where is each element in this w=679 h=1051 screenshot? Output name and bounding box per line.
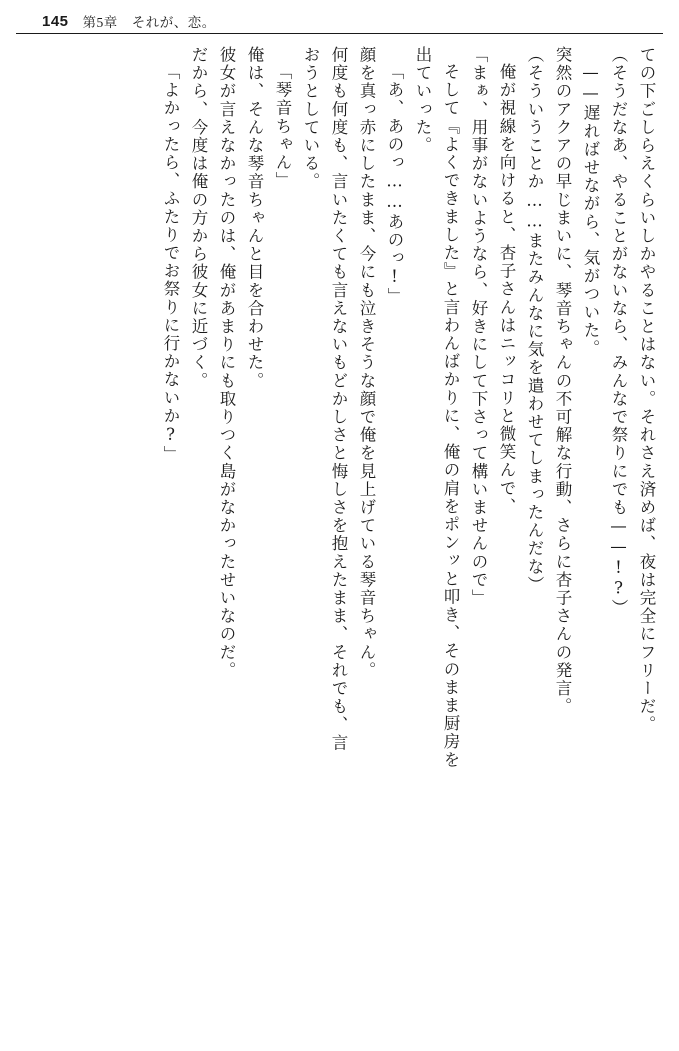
text-line: 何度も何度も、言いたくても言えないもどかしさと悔しさを抱えたまま、それでも、言 xyxy=(329,46,348,752)
header-divider xyxy=(16,33,663,34)
text-line: 俺は、そんな琴音ちゃんと目を合わせた。 xyxy=(245,46,264,390)
vertical-text-body xyxy=(20,46,655,1034)
text-line: そして『よくできました』と言わんばかりに、俺の肩をポンッと叩き、そのまま厨房を xyxy=(441,63,460,769)
text-line: 彼女が言えなかったのは、俺があまりにも取りつく島がなかったせいなのだ。 xyxy=(217,46,236,680)
text-line: 顔を真っ赤にしたまま、今にも泣きそうな顔で俺を見上げている琴音ちゃん。 xyxy=(357,46,376,680)
text-line: 俺が視線を向けると、杏子さんはニッコリと微笑んで、 xyxy=(497,63,516,516)
chapter-title: 第5章 それが、恋。 xyxy=(82,15,216,30)
text-line: 突然のアクアの早じまいに、琴音ちゃんの不可解な行動、さらに杏子さんの発言。 xyxy=(553,46,572,716)
text-line: 出ていった。 xyxy=(413,46,432,155)
text-line: （そうだなあ、やることがないなら、みんなで祭りにでも——!?） xyxy=(609,46,628,618)
text-line: おうとしている。 xyxy=(301,46,320,191)
text-line: 「よかったら、ふたりでお祭りに行かないか?」 xyxy=(161,63,180,464)
text-line: ての下ごしらえくらいしかやることはない。それさえ済めば、夜は完全にフリーだ。 xyxy=(637,46,656,734)
text-line: だから、今度は俺の方から彼女に近づく。 xyxy=(189,46,208,390)
text-line: （そういうことか……またみんなに気を遣わせてしまったんだな） xyxy=(525,46,544,594)
page-number: 145 xyxy=(42,12,69,30)
page-header xyxy=(42,8,637,34)
text-line: 「あ、あのっ……あのっ!」 xyxy=(385,63,404,306)
text-line: 「琴音ちゃん」 xyxy=(273,63,292,190)
text-line: ——遅ればせながら、気がついた。 xyxy=(581,63,600,358)
text-line: 「まぁ、用事がないようなら、好きにして下さって構いませんので」 xyxy=(469,46,488,608)
